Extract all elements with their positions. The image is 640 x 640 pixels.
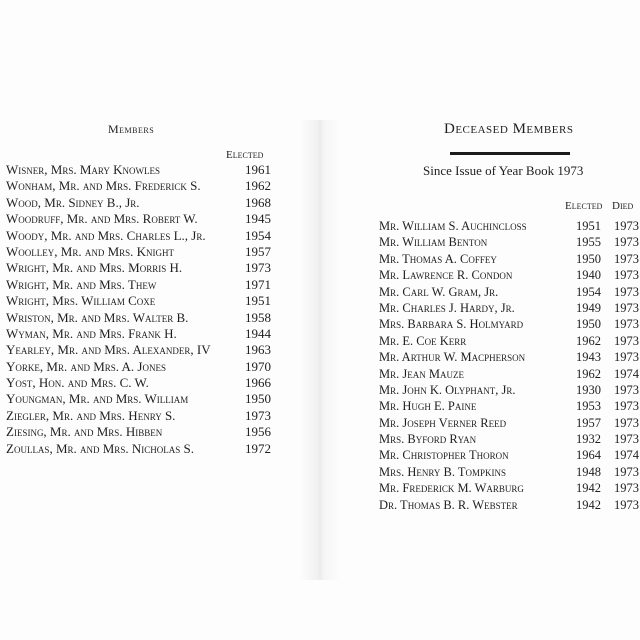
member-elected-year: 1958 (245, 309, 271, 325)
deceased-died-year: 1973 (614, 481, 639, 496)
deceased-members-title: Deceased Members (444, 121, 574, 137)
member-elected-year: 1951 (245, 293, 271, 309)
deceased-member-row (379, 398, 640, 414)
deceased-subtitle: Since Issue of Year Book 1973 (423, 163, 584, 178)
deceased-elected-header: Elected (565, 200, 603, 212)
member-name: Woolley, Mr. and Mrs. Knight (6, 243, 175, 259)
deceased-member-name: Mr. Joseph Verner Reed (379, 415, 507, 430)
deceased-elected-year: 1943 (576, 350, 601, 365)
member-row (6, 375, 296, 391)
deceased-died-year: 1973 (614, 382, 639, 397)
member-name: Wright, Mrs. William Coxe (6, 293, 156, 309)
member-elected-year: 1957 (245, 243, 271, 259)
deceased-elected-year: 1930 (576, 382, 601, 397)
member-name: Wright, Mr. and Mrs. Thew (6, 276, 157, 292)
deceased-member-row (379, 251, 640, 267)
deceased-died-year: 1973 (614, 251, 639, 266)
member-row (6, 342, 296, 358)
deceased-member-name: Mr. Jean Mauze (379, 366, 464, 381)
deceased-elected-year: 1964 (576, 448, 601, 463)
deceased-member-row (379, 267, 640, 283)
deceased-member-name: Mr. William Benton (379, 235, 488, 250)
member-elected-year: 1945 (245, 211, 271, 227)
member-row (6, 195, 296, 211)
member-elected-year: 1962 (245, 178, 271, 194)
deceased-died-year: 1973 (614, 464, 639, 479)
member-row (6, 326, 296, 342)
deceased-died-year: 1973 (614, 333, 639, 348)
member-elected-year: 1954 (245, 227, 271, 243)
deceased-died-year: 1974 (614, 448, 639, 463)
deceased-elected-year: 1957 (576, 415, 601, 430)
deceased-elected-year: 1949 (576, 300, 601, 315)
member-elected-year: 1961 (245, 162, 271, 177)
book-gutter (300, 120, 340, 580)
deceased-elected-year: 1950 (576, 251, 601, 266)
deceased-member-name: Mr. E. Coe Kerr (379, 333, 467, 348)
deceased-member-row (379, 234, 640, 250)
member-row (6, 441, 296, 457)
member-row (6, 260, 296, 276)
member-name: Wisner, Mrs. Mary Knowles (6, 162, 161, 177)
member-name: Yearley, Mr. and Mrs. Alexander, IV (6, 342, 211, 358)
deceased-member-name: Mrs. Henry B. Tompkins (379, 464, 507, 479)
deceased-died-year: 1973 (614, 219, 639, 233)
deceased-died-year: 1973 (614, 350, 639, 365)
deceased-elected-year: 1932 (576, 432, 601, 447)
deceased-elected-year: 1950 (576, 317, 601, 332)
deceased-died-year: 1973 (614, 284, 639, 299)
deceased-elected-year: 1948 (576, 464, 601, 479)
deceased-member-row (379, 447, 640, 463)
member-name: Wood, Mr. Sidney B., Jr. (6, 194, 140, 210)
deceased-member-row (379, 431, 640, 447)
deceased-elected-year: 1962 (576, 366, 601, 381)
member-row (6, 391, 296, 407)
deceased-member-name: Mr. Christopher Thoron (379, 448, 509, 463)
deceased-elected-year: 1942 (576, 497, 601, 512)
deceased-died-year: 1974 (614, 366, 639, 381)
deceased-member-name: Mr. Charles J. Hardy, Jr. (379, 300, 515, 315)
member-elected-year: 1973 (245, 407, 271, 423)
deceased-died-year: 1973 (614, 235, 639, 250)
member-elected-year: 1966 (245, 375, 271, 391)
deceased-member-name: Mr. Carl W. Gram, Jr. (379, 284, 499, 299)
deceased-member-row (379, 382, 640, 398)
deceased-member-row (379, 300, 640, 316)
member-name: Wonham, Mr. and Mrs. Frederick S. (6, 178, 201, 194)
member-name: Yost, Hon. and Mrs. C. W. (6, 375, 149, 391)
deceased-member-name: Mrs. Barbara S. Holmyard (379, 317, 524, 332)
deceased-elected-year: 1954 (576, 284, 601, 299)
deceased-member-name: Mr. Lawrence R. Condon (379, 268, 513, 283)
deceased-member-name: Mr. John K. Olyphant, Jr. (379, 382, 516, 397)
deceased-elected-year: 1962 (576, 333, 601, 348)
deceased-member-row (379, 333, 640, 349)
members-list (6, 162, 296, 457)
member-name: Yorke, Mr. and Mrs. A. Jones (6, 358, 166, 374)
members-heading: Members (108, 122, 155, 136)
member-elected-year: 1956 (245, 424, 271, 440)
member-row (6, 178, 296, 194)
member-elected-year: 1971 (245, 276, 271, 292)
deceased-died-year: 1973 (614, 432, 639, 447)
member-elected-year: 1968 (245, 194, 271, 210)
member-name: Zoullas, Mr. and Mrs. Nicholas S. (6, 440, 194, 456)
member-row (6, 228, 296, 244)
member-elected-year: 1972 (245, 440, 271, 456)
member-row (6, 408, 296, 424)
deceased-died-header: Died (612, 200, 634, 212)
member-row (6, 244, 296, 260)
elected-column-header: Elected (226, 149, 264, 161)
member-row (6, 211, 296, 227)
deceased-member-name: Mrs. Byford Ryan (379, 432, 477, 447)
member-name: Ziesing, Mr. and Mrs. Hibben (6, 424, 163, 440)
deceased-elected-year: 1951 (576, 219, 601, 233)
deceased-elected-year: 1940 (576, 268, 601, 283)
deceased-members-list (379, 218, 640, 513)
deceased-member-row (379, 284, 640, 300)
member-row (6, 424, 296, 440)
title-rule (450, 152, 570, 155)
member-row (6, 293, 296, 309)
member-name: Wright, Mr. and Mrs. Morris H. (6, 260, 183, 276)
deceased-member-row (379, 366, 640, 382)
member-elected-year: 1950 (245, 391, 271, 407)
deceased-member-name: Mr. Arthur W. Macpherson (379, 350, 526, 365)
member-elected-year: 1963 (245, 342, 271, 358)
deceased-died-year: 1973 (614, 399, 639, 414)
deceased-member-row (379, 349, 640, 365)
member-name: Woody, Mr. and Mrs. Charles L., Jr. (6, 227, 206, 243)
deceased-member-row (379, 497, 640, 513)
member-row (6, 359, 296, 375)
deceased-member-name: Dr. Thomas B. R. Webster (379, 497, 518, 512)
deceased-elected-year: 1953 (576, 399, 601, 414)
deceased-member-row (379, 415, 640, 431)
member-name: Ziegler, Mr. and Mrs. Henry S. (6, 407, 176, 423)
member-row (6, 162, 296, 178)
member-name: Wriston, Mr. and Mrs. Walter B. (6, 309, 189, 325)
member-elected-year: 1970 (245, 358, 271, 374)
deceased-member-name: Mr. Hugh E. Paine (379, 399, 477, 414)
deceased-member-name: Mr. Thomas A. Coffey (379, 251, 497, 266)
deceased-member-row (379, 218, 640, 234)
member-name: Wyman, Mr. and Mrs. Frank H. (6, 325, 177, 341)
deceased-died-year: 1973 (614, 268, 639, 283)
deceased-died-year: 1973 (614, 415, 639, 430)
deceased-elected-year: 1955 (576, 235, 601, 250)
deceased-died-year: 1973 (614, 317, 639, 332)
deceased-member-name: Mr. Frederick M. Warburg (379, 481, 524, 496)
deceased-member-name: Mr. William S. Auchincloss (379, 219, 527, 233)
member-row (6, 310, 296, 326)
member-elected-year: 1973 (245, 260, 271, 276)
deceased-died-year: 1973 (614, 300, 639, 315)
deceased-member-row (379, 316, 640, 332)
deceased-elected-year: 1942 (576, 481, 601, 496)
member-name: Woodruff, Mr. and Mrs. Robert W. (6, 211, 198, 227)
member-name: Youngman, Mr. and Mrs. William (6, 391, 189, 407)
member-elected-year: 1944 (245, 325, 271, 341)
deceased-member-row (379, 464, 640, 480)
member-row (6, 277, 296, 293)
deceased-died-year: 1973 (614, 497, 639, 512)
deceased-member-row (379, 480, 640, 496)
